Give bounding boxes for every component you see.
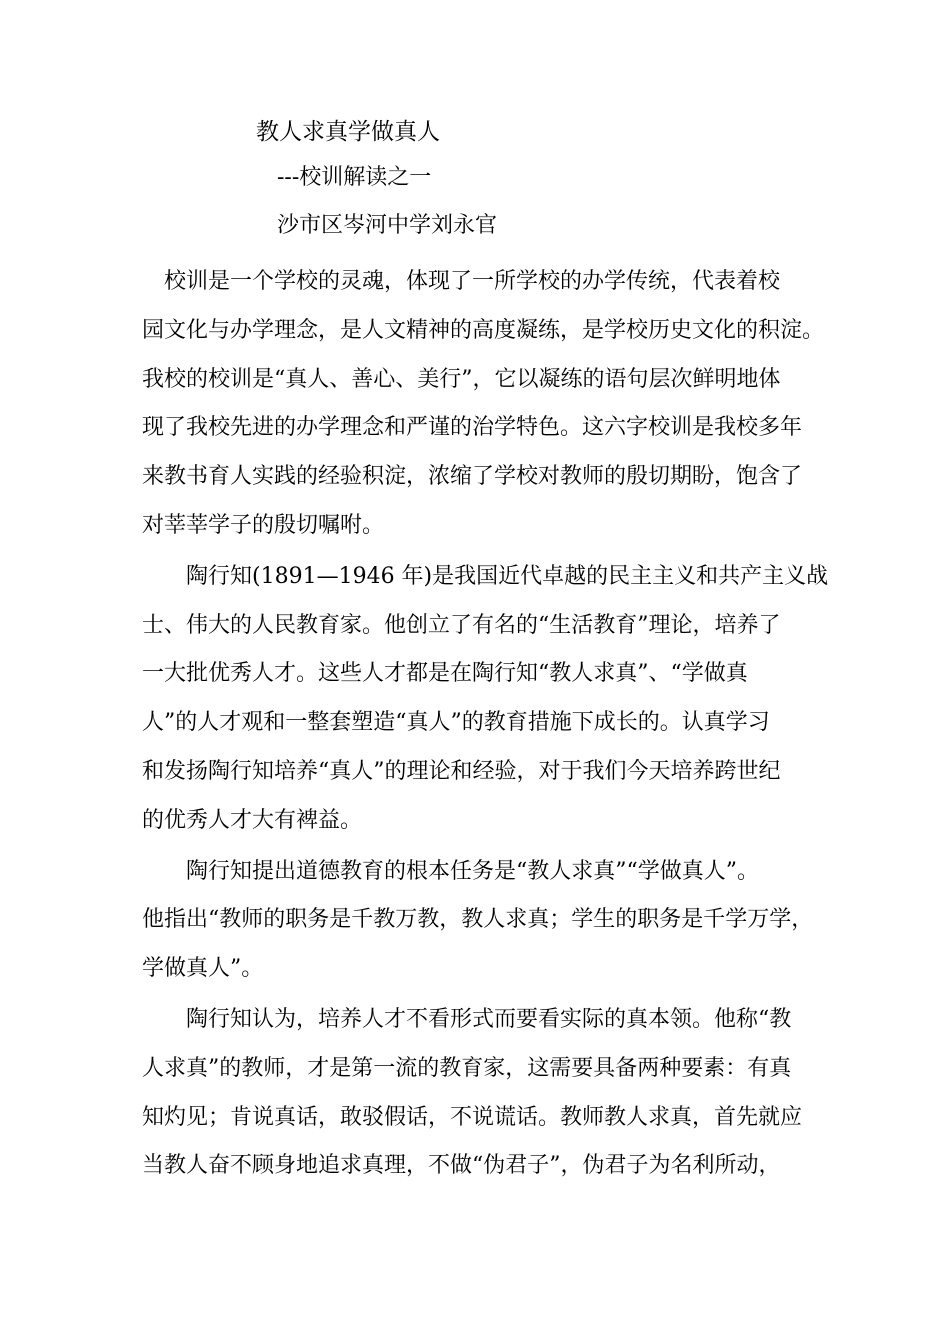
text-line: 人”的人才观和一整套塑造“真人”的教育措施下成长的。认真学习 <box>142 710 770 736</box>
text-line: 来教书育人实践的经验积淀，浓缩了学校对教师的殷切期盼，饱含了 <box>142 464 803 490</box>
text-line: 他指出“教师的职务是千教万教，教人求真；学生的职务是千学万学， <box>142 907 814 933</box>
text-line: 士、伟大的人民教育家。他创立了有名的“生活教育”理论，培养了 <box>142 612 781 638</box>
text-line: 我校的校训是“真人、善心、美行”，它以凝练的语句层次鲜明地体 <box>142 366 781 392</box>
paragraph <box>142 258 842 551</box>
text-line: 校训是一个学校的灵魂，体现了一所学校的办学传统，代表着校 <box>142 269 781 294</box>
document-subtitle: ---校训解读之一 <box>277 165 432 190</box>
paragraph <box>142 848 842 994</box>
text-line: 一大批优秀人才。这些人才都是在陶行知“教人求真”、“学做真 <box>142 661 748 687</box>
paragraph <box>142 553 842 846</box>
text-line: 学做真人”。 <box>142 956 264 982</box>
document-title: 教人求真学做真人 <box>256 119 440 145</box>
paragraph <box>142 996 842 1191</box>
text-line: 陶行知(1891—1946 年)是我国近代卓越的民主主义和共产主义战 <box>142 563 829 589</box>
text-line: 现了我校先进的办学理念和严谨的治学特色。这六字校训是我校多年 <box>142 415 803 441</box>
text-line: 知灼见；肯说真话，敢驳假话，不说谎话。教师教人求真，首先就应 <box>142 1104 803 1130</box>
text-line: 和发扬陶行知培养“真人”的理论和经验，对于我们今天培养跨世纪 <box>142 758 781 784</box>
text-line: 园文化与办学理念，是人文精神的高度凝练，是学校历史文化的积淀。 <box>142 317 825 343</box>
text-line: 陶行知提出道德教育的根本任务是“教人求真”“学做真人”。 <box>142 858 759 884</box>
text-line: 的优秀人才大有裨益。 <box>142 807 363 833</box>
text-line: 对莘莘学子的殷切嘱咐。 <box>142 512 385 538</box>
text-line: 当教人奋不顾身地追求真理，不做“伪君子”，伪君子为名利所动， <box>142 1153 781 1179</box>
text-line: 陶行知认为，培养人才不看形式而要看实际的真本领。他称“教 <box>142 1006 792 1032</box>
text-line: 人求真”的教师，才是第一流的教育家，这需要具备两种要素：有真 <box>142 1055 792 1081</box>
document-body <box>142 258 842 1191</box>
document-author: 沙市区岑河中学刘永官 <box>277 213 498 238</box>
